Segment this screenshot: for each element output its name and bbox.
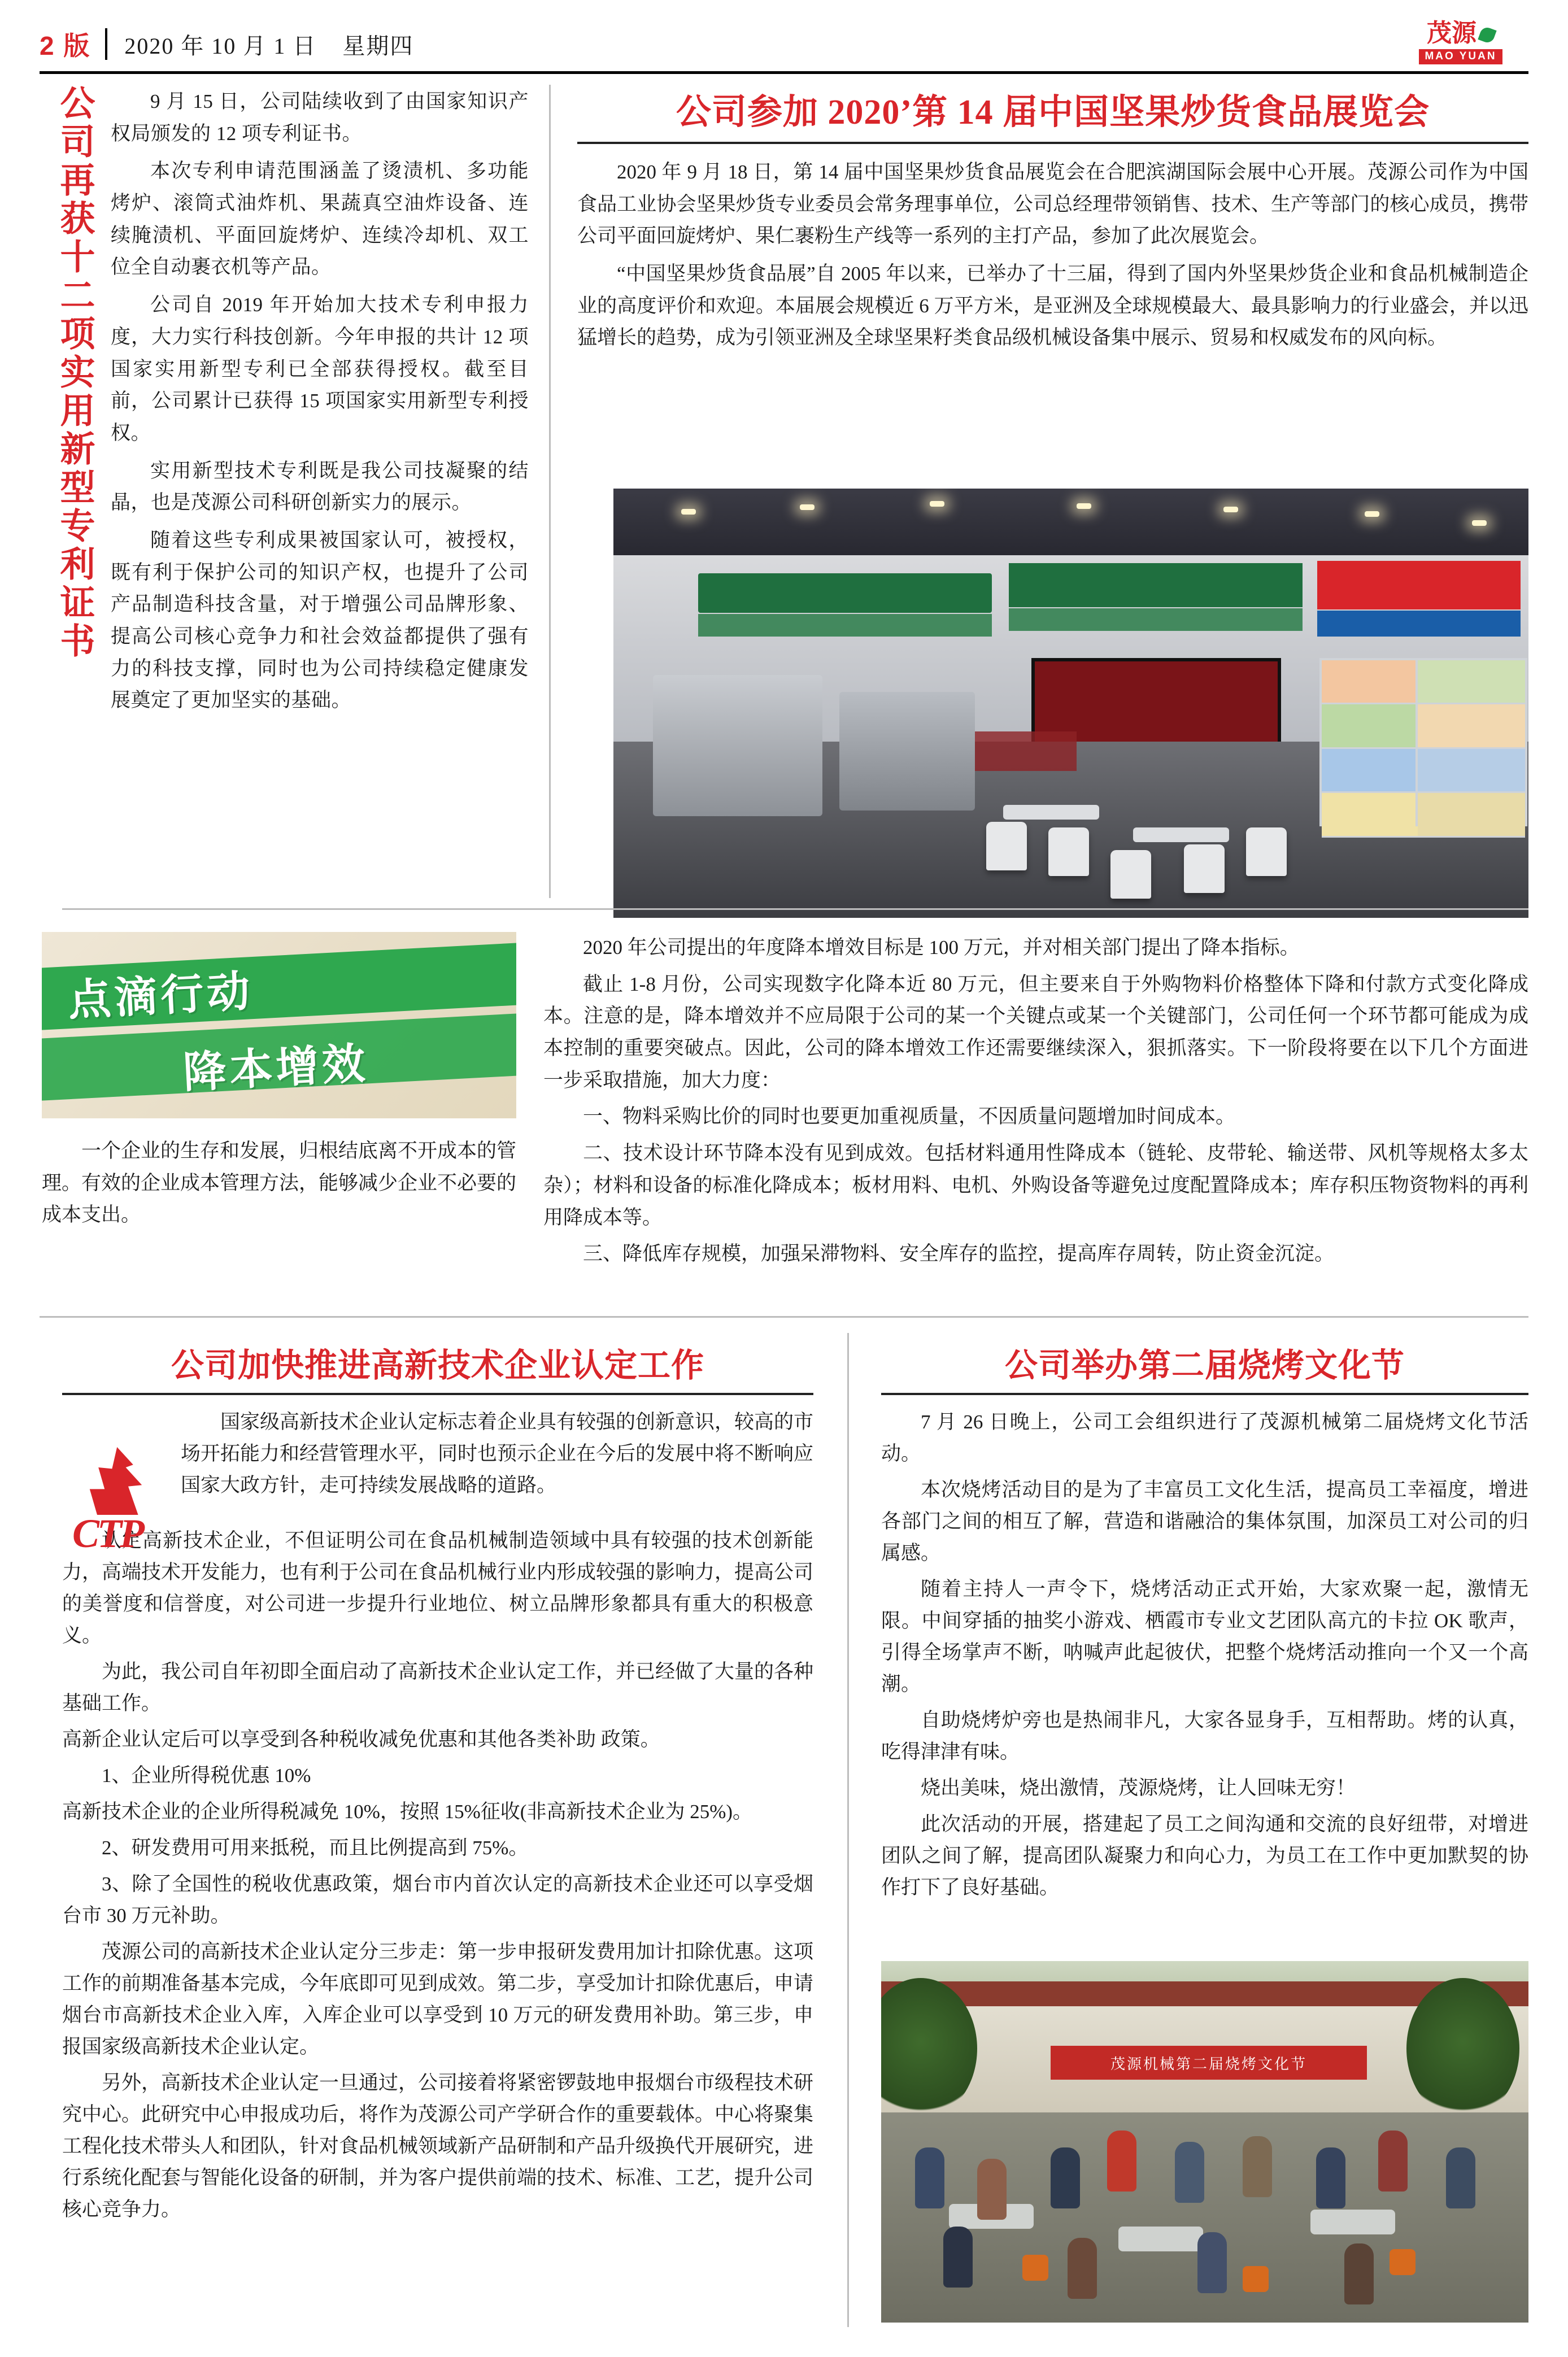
article3-paragraph: 一、物料采购比价的同时也要更加重视质量，不因质量问题增加时间成本。 xyxy=(583,1105,1236,1128)
article3-paragraph: 三、降低库存规模，加强呆滞物料、安全库存的监控，提高库存周转，防止资金沉淀。 xyxy=(583,1243,1335,1265)
article5-title: 公司举办第二届烧烤文化节 xyxy=(881,1339,1528,1395)
masthead-divider xyxy=(105,28,107,60)
article4-paragraph: 认定高新技术企业，不但证明公司在食品机械制造领域中具有较强的技术创新能力，高端技术开发能力，也有利于公司在食品机械行业内形成较强的影响力，提高公司的美誉度和信誉度，对公司进一步提升行业地位、树立品牌形象都具有重大的积极意义。 xyxy=(62,1530,814,1646)
article3-paragraph: 2020 年公司提出的年度降本增效目标是 100 万元，并对相关部门提出了降本指标。 xyxy=(583,936,1300,959)
article4-title: 公司加快推进高新技术企业认定工作 xyxy=(62,1339,813,1395)
section-divider xyxy=(62,908,1528,910)
column-divider xyxy=(549,85,551,898)
ceiling-lamp-icon xyxy=(1223,507,1238,512)
attendee xyxy=(1378,2131,1408,2192)
article2-paragraph: 2020 年 9 月 18 日，第 14 届中国坚果炒货食品展览会在合肥滨湖国际会展中心开展。茂源公司作为中国食品工业协会坚果炒货专业委员会常务理事单位，公司总经理带领销售、技术、生产等部门的核心成员，携带公司平面回旋烤炉、果仁裹粉生产线等一系列的主打产品，参加了此次展览会。 xyxy=(577,161,1528,247)
article1-body xyxy=(111,86,529,722)
food-machine-2 xyxy=(839,692,975,811)
article2-title: 公司参加 2020’第 14 届中国坚果炒货食品展览会 xyxy=(577,84,1528,144)
attendee xyxy=(1197,2232,1227,2293)
article4 xyxy=(62,1339,813,2230)
page-number: 2 版 xyxy=(40,31,91,60)
ceiling-lamp-icon xyxy=(930,501,944,507)
booth-banner-left xyxy=(698,573,992,613)
article4-list-item: 2、研发费用可用来抵税，而且比例提高到 75%。 xyxy=(102,1837,529,1859)
article4-paragraph: 高新技术企业的企业所得税减免 10%，按照 15%征收(非高新技术企业为 25%)。 xyxy=(62,1801,753,1823)
booth-chair xyxy=(1246,827,1287,876)
orange-stool xyxy=(1243,2266,1269,2292)
attendee xyxy=(1344,2243,1374,2304)
article5-paragraph: 随着主持人一声令下，烧烤活动正式开始，大家欢聚一起，激情无限。中间穿插的抽奖小游戏、栖霞市专业文艺团队高亢的卡拉 OK 歌声，引得全场掌声不断，呐喊声此起彼伏，把整个烧烤活动推向一个又一个高潮。 xyxy=(881,1578,1528,1695)
ceiling-lamp-icon xyxy=(800,504,815,510)
display-panel-2 xyxy=(1415,658,1527,826)
event-banner: 茂源机械第二届烧烤文化节 xyxy=(1051,2046,1367,2080)
article5 xyxy=(881,1339,1528,1908)
booth-banner-middle-sub xyxy=(1009,608,1303,631)
barbecue-festival-photo xyxy=(881,1961,1528,2323)
high-tech-enterprise-logo xyxy=(62,1447,175,1554)
article4-list-item: 1、企业所得税优惠 10% xyxy=(102,1765,311,1787)
article3-caption xyxy=(42,1135,516,1236)
booth-table xyxy=(1133,827,1229,842)
article1-paragraph: 9 月 15 日，公司陆续收到了由国家知识产权局颁发的 12 项专利证书。 xyxy=(111,90,529,145)
tree-icon xyxy=(1406,1978,1519,2119)
attendee xyxy=(943,2227,973,2288)
article1-paragraph: 随着这些专利成果被国家认可，被授权，既有利于保护公司的知识产权，也提升了公司产品制造科技含量，对于增强公司品牌形象、提高公司核心竞争力和社会效益都提供了强有力的科技支撑，同时也为公司持续稳定健康发展奠定了更加坚实的基础。 xyxy=(111,529,529,712)
ceiling-lamp-icon xyxy=(1077,503,1091,509)
booth-chair xyxy=(1184,844,1225,893)
article1-paragraph: 公司自 2019 年开始加大技术专利申报力度，大力实行科技创新。今年申报的共计 12 项国家实用新型专利已全部获得授权。截至目前，公司累计已获得 15 项国家实用新型专利授权。 xyxy=(111,294,529,444)
article5-paragraph: 自助烧烤炉旁也是热闹非凡，大家各显身手，互相帮助。烤的认真，吃得津津有味。 xyxy=(881,1709,1528,1763)
ceiling-lamp-icon xyxy=(681,509,696,515)
masthead xyxy=(40,17,1528,74)
article5-paragraph: 7 月 26 日晚上，公司工会组织进行了茂源机械第二届烧烤文化节活动。 xyxy=(881,1411,1528,1465)
publication-weekday: 星期四 xyxy=(342,33,414,59)
article2 xyxy=(577,84,1528,360)
booth-chair xyxy=(1048,827,1089,876)
article1-paragraph: 实用新型技术专利既是我公司技凝聚的结晶，也是茂源公司科研创新实力的展示。 xyxy=(111,459,529,514)
banner-line-2: 降本增效 xyxy=(182,1040,370,1097)
publication-date: 2020 年 10 月 1 日 xyxy=(124,33,317,59)
article4-paragraph: 另外，高新技术企业认定一旦通过，公司接着将紧密锣鼓地申报烟台市级程技术研究中心。此研究中心申报成功后，将作为茂源公司产学研合作的重要载体。中心将聚集工程化技术带头人和团队，针对食品机械领域新产品研制和产品升级换代开展研究，进行系统化配套与智能化设备的研制，并为客户提供前端的技术、标准、工艺，提升公司核心竞争力。 xyxy=(62,2072,814,2220)
article4-paragraph: 高新企业认定后可以享受到各种税收减免优惠和其他各类补助 政策。 xyxy=(62,1728,660,1750)
banquet-table xyxy=(1118,2227,1203,2251)
display-panel-1 xyxy=(1319,658,1431,826)
ceiling-lamp-icon xyxy=(1472,520,1487,526)
leaf-icon xyxy=(1478,25,1496,44)
logo-top-row xyxy=(1427,21,1495,46)
article1-vertical-headline: 公司再获十二项实用新型专利证书 xyxy=(55,85,93,661)
article4-paragraph: 为此，我公司自年初即全面启动了高新技术企业认定工作，并已经做了大量的各种基础工作。 xyxy=(62,1661,814,1714)
booth-chair xyxy=(1110,850,1151,899)
article1-paragraph: 本次专利申请范围涵盖了烫渍机、多功能烤炉、滚筒式油炸机、果蔬真空油炸设备、连续腌渍机、平面回旋烤炉、连续冷却机、双工位全自动裹衣机等产品。 xyxy=(111,160,529,278)
booth-chair xyxy=(986,822,1027,870)
exhibition-booth-photo xyxy=(613,489,1528,918)
attendee xyxy=(1316,2147,1345,2208)
article3-body xyxy=(543,932,1528,1275)
attendee xyxy=(977,2159,1007,2220)
orange-stool xyxy=(1390,2249,1415,2275)
attendee xyxy=(915,2147,944,2208)
logo-letters: CTP xyxy=(72,1511,142,1556)
article2-paragraph: “中国坚果炒货食品展”自 2005 年以来，已举办了十三届，得到了国内外坚果炒货企业和食品机械制造企业的高度评价和欢迎。本届展会规模近 6 万平方米，是亚洲及全球规模最大、最具影响力的行业盛会，并以迅猛增长的趋势，成为引领亚洲及全球坚果籽类食品级机械设备集中展示、贸易和权威发布的风向标。 xyxy=(577,263,1528,349)
attendee xyxy=(1107,2131,1136,2192)
article3-paragraph: 截止 1-8 月份，公司实现数字化降本近 80 万元，但主要来自于外购物料价格整体下降和付款方式变化降成本。注意的是，降本增效并不应局限于公司的某一个关键点或某一个关键部门，公司任何一个环节都可能成为成本控制的重要突破点。因此，公司的降本增效工作还需要继续深入，狠抓落实。下一阶段将要在以下几个方面进一步采取措施，加大力度： xyxy=(543,973,1528,1091)
attendee xyxy=(1051,2147,1080,2208)
logo-chinese-name: 茂源 xyxy=(1427,19,1476,47)
banner-line-1: 点滴行动 xyxy=(67,968,255,1025)
booth-table xyxy=(1003,805,1099,820)
booth-banner-right xyxy=(1317,561,1521,609)
article3-paragraph: 二、技术设计环节降本没有见到成效。包括材料通用性降成本（链轮、皮带轮、输送带、风机等规格太多太杂）；材料和设备的标准化降成本；板材用料、电机、外购设备等避免过度配置降成本；库存积压物资物料的再利用降成本等。 xyxy=(543,1142,1528,1228)
attendee xyxy=(1068,2238,1097,2299)
ceiling-lamp-icon xyxy=(1365,511,1379,517)
orange-stool xyxy=(1022,2255,1048,2281)
attendee xyxy=(1175,2142,1204,2203)
logo-pinyin: MAO YUAN xyxy=(1419,49,1502,64)
article4-list-item: 3、除了全国性的税收优惠政策，烟台市内首次认定的高新技术企业还可以享受烟台市 30 万元补助。 xyxy=(62,1873,813,1927)
company-logo xyxy=(1393,18,1528,67)
article5-paragraph: 此次活动的开展，搭建起了员工之间沟通和交流的良好纽带，对增进团队之间了解，提高团队凝聚力和向心力，为员工在工作中更加默契的协作打下了良好基础。 xyxy=(881,1813,1528,1898)
booth-banner-left-sub xyxy=(698,614,992,637)
booth-banner-middle xyxy=(1009,563,1303,607)
flame-icon xyxy=(85,1447,147,1515)
banquet-table xyxy=(1310,2210,1395,2234)
article4-paragraph: 茂源公司的高新技术企业认定分三步走：第一步申报研发费用加计扣除优惠。这项工作的前期准备基本完成，今年底即可见到成效。第二步，享受加计扣除优惠后，申请烟台市高新技术企业入库，入库企业可以享受到 10 万元的研发费用补助。第三步，申报国家级高新技术企业认定。 xyxy=(62,1941,814,2058)
column-divider xyxy=(847,1333,849,2327)
section-divider xyxy=(40,1316,1528,1318)
article5-paragraph: 烧出美味，烧出激情，茂源烧烤，让人回味无穷！ xyxy=(921,1777,1356,1799)
food-machine-1 xyxy=(653,675,822,816)
attendee xyxy=(1446,2147,1475,2208)
booth-banner-right-sub xyxy=(1317,611,1521,637)
article4-paragraph: 国家级高新技术企业认定标志着企业具有较强的创新意识，较高的市场开拓能力和经营管理水平，同时也预示企业在今后的发展中将不断响应国家大政方针，走可持续发展战略的道路。 xyxy=(181,1411,814,1496)
article5-paragraph: 本次烧烤活动目的是为了丰富员工文化生活，提高员工幸福度，增进各部门之间的相互了解，营造和谐融洽的集体氛围，加深员工对公司的归属感。 xyxy=(881,1479,1528,1564)
attendee xyxy=(1243,2136,1272,2197)
article3-caption-paragraph: 一个企业的生存和发展，归根结底离不开成本的管理。有效的企业成本管理方法，能够减少企业不必要的成本支出。 xyxy=(42,1140,517,1226)
cost-reduction-banner xyxy=(42,932,516,1118)
